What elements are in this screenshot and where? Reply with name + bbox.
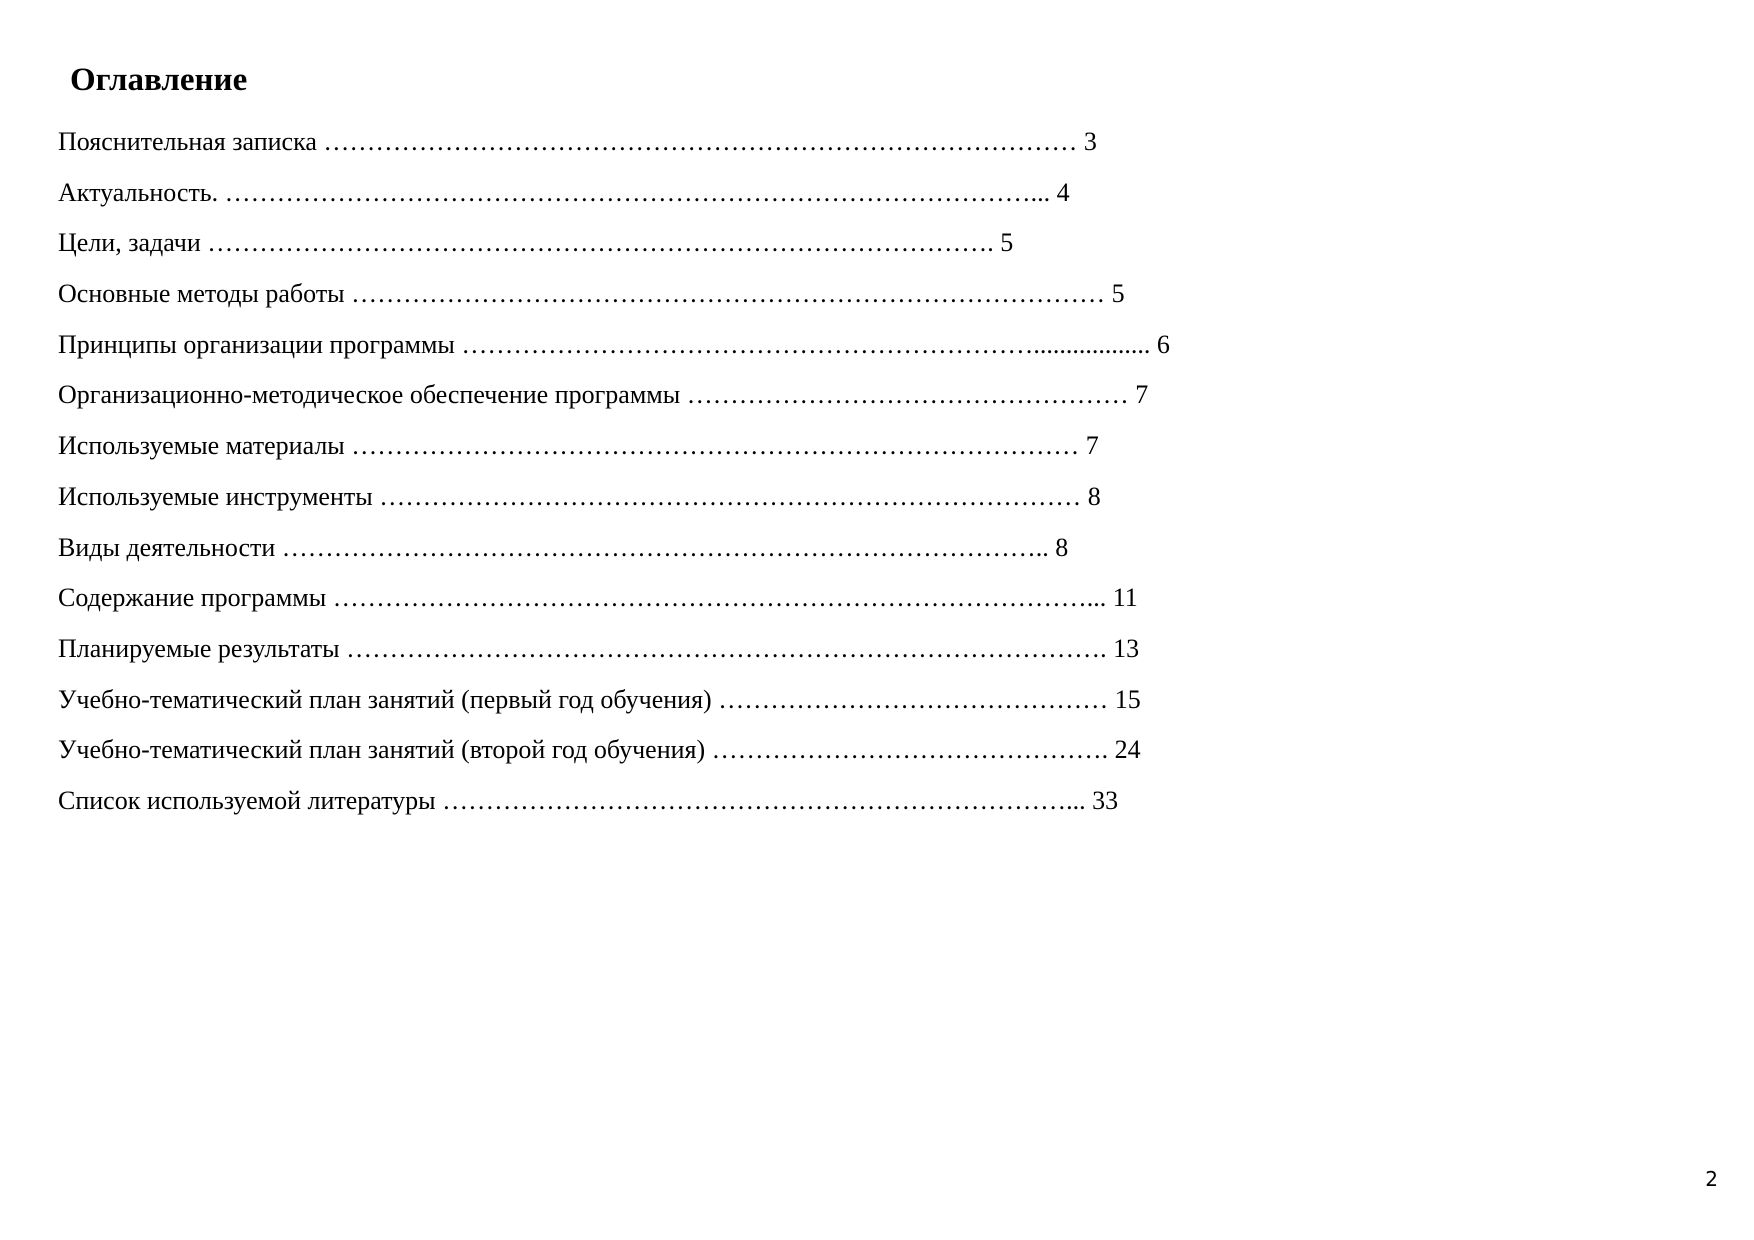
toc-page-number: 24 — [1114, 735, 1141, 765]
toc-item[interactable] — [58, 578, 1170, 629]
toc-item-label: Принципы организации программы — [58, 329, 455, 359]
toc-leader-dots: …………………………………………………………………………… — [351, 279, 1106, 309]
table-of-contents — [58, 122, 1170, 832]
toc-item-label: Организационно-методическое обеспечение программы — [58, 380, 681, 410]
page-number: 2 — [1705, 1167, 1718, 1191]
toc-page-number: 7 — [1085, 431, 1099, 461]
toc-page-number: 7 — [1135, 380, 1149, 410]
toc-item[interactable] — [58, 223, 1170, 274]
toc-item-label: Используемые инструменты — [58, 481, 373, 511]
toc-item[interactable] — [58, 477, 1170, 528]
toc-leader-dots: ………………………………………………………………………………. — [207, 228, 994, 258]
toc-page-number: 11 — [1112, 583, 1138, 613]
toc-item[interactable] — [58, 122, 1170, 173]
toc-item[interactable] — [58, 781, 1170, 832]
toc-item-label: Виды деятельности — [58, 532, 276, 562]
toc-page-number: 13 — [1113, 633, 1140, 663]
toc-leader-dots: ……………………………………………………………………………... — [332, 583, 1107, 613]
toc-leader-dots: …………………………………………………………………………… — [323, 127, 1078, 156]
toc-leader-dots: …………………………………………………………………………………... — [224, 177, 1051, 207]
toc-item-label: Учебно-тематический план занятий (второй год обучения) — [58, 735, 706, 765]
toc-item[interactable] — [58, 528, 1170, 579]
toc-page-number: 15 — [1114, 684, 1141, 714]
toc-leader-dots: …………………………………………………………………………….. — [281, 532, 1049, 562]
toc-item-label: Актуальность. — [58, 177, 219, 207]
toc-item-label: Цели, задачи — [58, 228, 201, 258]
toc-item[interactable] — [58, 173, 1170, 224]
toc-item[interactable] — [58, 375, 1170, 426]
toc-title: Оглавление — [70, 62, 248, 98]
toc-leader-dots: ………………………………………………………………... — [442, 785, 1086, 815]
toc-page-number: 8 — [1055, 532, 1069, 562]
toc-item-label: Содержание программы — [58, 583, 327, 613]
toc-item-label: Учебно-тематический план занятий (первый год обучения) — [58, 684, 712, 714]
toc-leader-dots: ……………………………………………………………………………. — [346, 633, 1107, 663]
toc-page-number: 3 — [1083, 127, 1097, 156]
toc-leader-dots: ………………………………………………………….................. — [461, 329, 1151, 359]
toc-page-number: 33 — [1092, 785, 1119, 815]
toc-page-number: 4 — [1056, 177, 1070, 207]
toc-page-number: 5 — [1000, 228, 1014, 258]
toc-item[interactable] — [58, 680, 1170, 731]
toc-item[interactable] — [58, 426, 1170, 477]
toc-page-number: 6 — [1156, 329, 1170, 359]
toc-item-label: Список используемой литературы — [58, 785, 436, 815]
toc-item-label: Планируемые результаты — [58, 633, 340, 663]
toc-leader-dots: ……………………………………………………………………… — [379, 481, 1082, 511]
toc-item-label: Основные методы работы — [58, 279, 345, 309]
toc-item[interactable] — [58, 274, 1170, 325]
toc-leader-dots: ………………………………………………………………………… — [351, 431, 1080, 461]
toc-item[interactable] — [58, 629, 1170, 680]
toc-item-label: Используемые материалы — [58, 431, 345, 461]
toc-page-number: 5 — [1111, 279, 1125, 309]
toc-leader-dots: ………………………………………. — [711, 735, 1109, 765]
toc-item[interactable] — [58, 325, 1170, 376]
toc-leader-dots: …………………………………………… — [686, 380, 1129, 410]
toc-page-number: 8 — [1087, 481, 1101, 511]
toc-item-label: Пояснительная записка — [58, 127, 317, 156]
toc-item[interactable] — [58, 730, 1170, 781]
toc-leader-dots: ……………………………………… — [718, 684, 1109, 714]
